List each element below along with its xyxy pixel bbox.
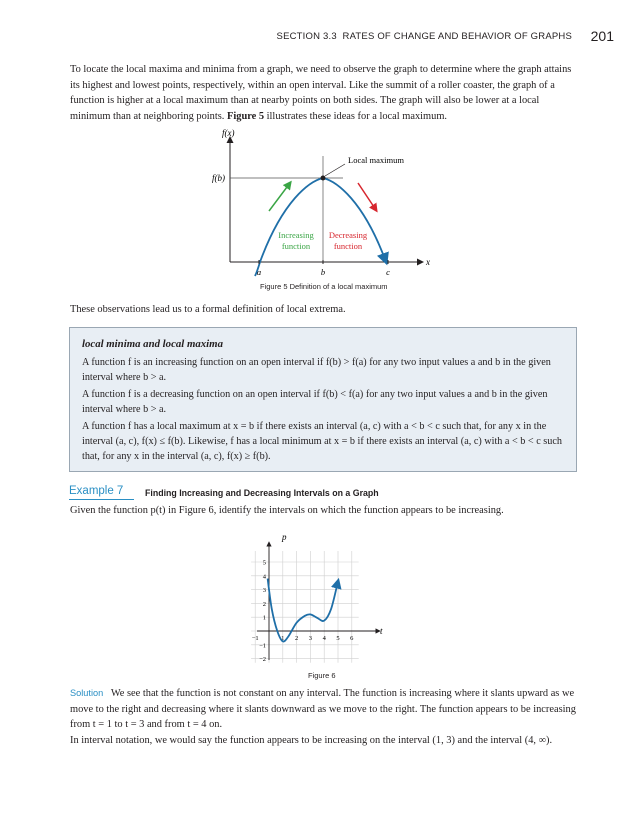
- figure6-y-tick-label: 1: [262, 614, 266, 622]
- figure6-y-tick-label: −1: [259, 642, 266, 650]
- figure5-decreasing-label-1: Decreasing: [328, 230, 368, 240]
- figure6-x-tick-label: 5: [336, 635, 340, 642]
- intro-tail: illustrates these ideas for a local maximum.: [264, 110, 447, 122]
- figure6-x-label: t: [380, 626, 383, 636]
- figure5-fb-label: f(b): [212, 173, 225, 183]
- section-number: SECTION 3.3: [276, 31, 337, 42]
- observations-paragraph: These observations lead us to a formal definition of local extrema.: [70, 304, 346, 315]
- figure5-increasing-label-1: Increasing: [278, 230, 314, 240]
- figure6-x-tick-label: 4: [322, 635, 326, 642]
- example-prompt: Given the function p(t) in Figure 6, identify the intervals on which the function appears to be increasing.: [70, 505, 504, 516]
- figure6-y-tick-label: 5: [262, 559, 266, 567]
- example-title: Finding Increasing and Decreasing Intervals on a Graph: [145, 488, 379, 498]
- figure6-y-tick-label: 4: [262, 573, 266, 581]
- running-title: [277, 31, 572, 42]
- figure5-reference: Figure 5: [227, 110, 265, 122]
- intro-text: To locate the local maxima and minima from a graph, we need to observe the graph to determine where the graph attains its highest and lowest points, respectively, within an open interval. Like the summit of a roller coaster, the graph of a function is higher at a local maximum than at nearby points on both sides. The graph will also be lower at a local minimum than at neighboring points.: [70, 64, 572, 122]
- solution-text: We see that the function is not constant on any interval. The function is increasing where it slants upward as we move to the right and decreasing where it slants downward as we move to the right. The function appears to be increasing from t = 1 to t = 3 and from t = 4 on.: [70, 688, 576, 731]
- example-label: Example 7: [69, 485, 124, 497]
- figure5-tick-label-c: c: [386, 267, 390, 277]
- figure5-max-leader: [325, 164, 345, 176]
- figure6-caption: Figure 6: [308, 671, 336, 680]
- figure6-grid: [251, 551, 359, 663]
- figure6-y-ticks: [259, 560, 267, 664]
- figure5-decreasing-arrow: [358, 183, 376, 210]
- example-rule: [69, 499, 134, 500]
- figure5-increasing-label-2: function: [281, 241, 311, 251]
- figure6-y-tick-label: −2: [259, 656, 266, 664]
- figure6-x-tick-label: −1: [251, 635, 259, 642]
- solution-paragraph: [70, 686, 580, 733]
- solution-label: Solution: [70, 688, 104, 698]
- definition-increasing: A function f is an increasing function on an open interval if f(b) > f(a) for any two input values a and b in the given interval where b > a.: [82, 357, 551, 383]
- figure5-x-label: x: [426, 257, 430, 267]
- interval-paragraph: In interval notation, we would say the function appears to be increasing on the interval (1, 3) and the interval (4, ∞).: [70, 735, 553, 746]
- definition-title: local minima and local maxima: [82, 338, 223, 350]
- figure5-graph: [200, 126, 445, 291]
- figure6-graph: [245, 525, 395, 670]
- page-header: [0, 30, 630, 46]
- figure5-max-point: [321, 176, 326, 181]
- figure6-x-tick-label: 1: [281, 635, 285, 642]
- intro-paragraph: [70, 62, 580, 124]
- figure5-tick-label-b: b: [320, 267, 326, 277]
- figure5-decreasing-label-2: function: [333, 241, 363, 251]
- figure6-x-tick-label: 6: [350, 635, 354, 642]
- figure6-y-tick-label: 2: [262, 600, 266, 608]
- figure5-increasing-arrow: [269, 183, 290, 211]
- figure5-tick-label-a: a: [256, 267, 262, 277]
- figure5-max-label: Local maximum: [348, 155, 404, 165]
- figure6-x-tick-label: 3: [308, 635, 313, 642]
- section-title: RATES OF CHANGE AND BEHAVIOR OF GRAPHS: [342, 31, 572, 42]
- figure5-caption: Figure 5 Definition of a local maximum: [260, 282, 388, 291]
- figure6-x-ticks: [252, 635, 354, 642]
- figure6-y-tick-label: 3: [262, 587, 266, 595]
- definition-decreasing: A function f is a decreasing function on an open interval if f(b) < f(a) for any two input values a and b in the given interval where b > a.: [82, 389, 548, 415]
- definition-local-extrema: A function f has a local maximum at x = b if there exists an interval (a, c) with a < b < c such that, for any x in the interval (a, c), f(x) ≤ f(b). Likewise, f has a local minimum at x = b if there exists an interval (a, c) with a < b < c such that, for any x in the interval (a, c), f(x) ≥ f(b).: [82, 421, 562, 462]
- page-number: 201: [590, 28, 614, 44]
- definition-box: [69, 327, 577, 472]
- figure6-x-tick-label: 2: [294, 635, 299, 642]
- figure6-y-label: p: [282, 532, 287, 542]
- figure6-curve: [268, 579, 338, 642]
- figure5-y-label: f(x): [222, 128, 235, 138]
